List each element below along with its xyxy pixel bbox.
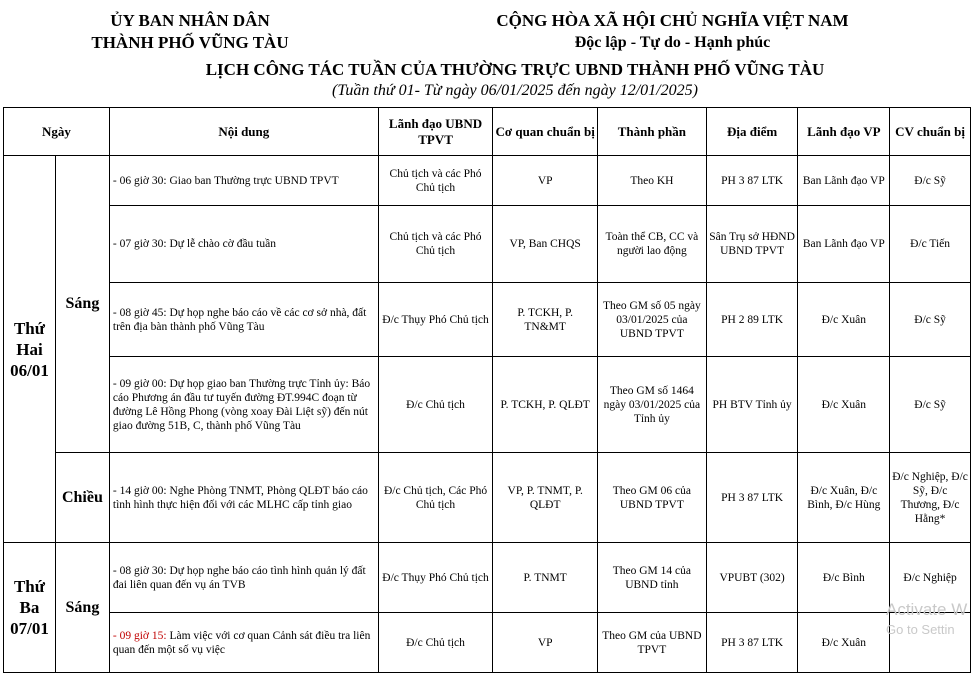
issuing-authority xyxy=(70,10,310,54)
content-cell: - 08 giờ 30: Dự họp nghe báo cáo tình hình quản lý đất đai liên quan đến vụ án TVB xyxy=(109,543,378,613)
agency-cell: VP, Ban CHQS xyxy=(493,206,598,283)
content-cell: - 09 giờ 00: Dự họp giao ban Thường trực Tỉnh ủy: Báo cáo Phương án đầu tư tuyến đường ĐT.994C đoạn từ đường Lê Hồng Phong (vòng xoay Đài Liệt sỹ) đến nút giao đường 51B, C, thành phố Vũng Tàu xyxy=(109,357,378,453)
col-header-office-leader: Lãnh đạo VP xyxy=(798,108,890,156)
document-title: LỊCH CÔNG TÁC TUẦN CỦA THƯỜNG TRỰC UBND THÀNH PHỐ VŨNG TÀU xyxy=(205,60,825,79)
session-cell: Sáng xyxy=(55,543,109,673)
table-row xyxy=(4,543,971,613)
leader-cell: Đ/c Chủ tịch xyxy=(378,613,493,673)
agency-cell: P. TCKH, P. QLĐT xyxy=(493,357,598,453)
participants-cell: Theo GM 06 của UBND TPVT xyxy=(598,453,707,543)
agency-cell: VP xyxy=(493,613,598,673)
day-cell: Thứ Ba 07/01 xyxy=(4,543,56,673)
col-header-location: Địa điểm xyxy=(706,108,798,156)
location-cell: PH 3 87 LTK xyxy=(706,453,798,543)
leader-cell: Chủ tịch và các Phó Chủ tịch xyxy=(378,206,493,283)
table-row xyxy=(4,453,971,543)
table-row xyxy=(4,206,971,283)
authority-line-1: ỦY BAN NHÂN DÂN xyxy=(110,11,270,30)
country-name: CỘNG HÒA XÃ HỘI CHỦ NGHĨA VIỆT NAM xyxy=(496,11,849,30)
col-header-agency: Cơ quan chuẩn bị xyxy=(493,108,598,156)
leader-cell: Đ/c Thụy Phó Chủ tịch xyxy=(378,283,493,357)
leader-cell: Chủ tịch và các Phó Chủ tịch xyxy=(378,156,493,206)
leader-cell: Đ/c Chủ tịch, Các Phó Chủ tịch xyxy=(378,453,493,543)
session-cell: Sáng xyxy=(55,156,109,453)
agency-cell: P. TCKH, P. TN&MT xyxy=(493,283,598,357)
time-highlight: - 09 giờ 15: xyxy=(112,629,167,642)
content-cell xyxy=(109,613,378,673)
participants-cell: Toàn thể CB, CC và người lao động xyxy=(598,206,707,283)
cv-cell: Đ/c Nghiệp, Đ/c Sỹ, Đ/c Thương, Đ/c Hằng* xyxy=(890,453,971,543)
header-row xyxy=(4,108,971,156)
table-row xyxy=(4,156,971,206)
location-cell: PH 2 89 LTK xyxy=(706,283,798,357)
location-cell: VPUBT (302) xyxy=(706,543,798,613)
table-row xyxy=(4,613,971,673)
office-leader-cell: Đ/c Xuân xyxy=(798,613,890,673)
location-cell: Sân Trụ sở HĐND UBND TPVT xyxy=(706,206,798,283)
document-subtitle: (Tuần thứ 01- Từ ngày 06/01/2025 đến ngày 12/01/2025) xyxy=(332,82,698,99)
location-cell: PH 3 87 LTK xyxy=(706,156,798,206)
location-cell: PH BTV Tỉnh ủy xyxy=(706,357,798,453)
agency-cell: P. TNMT xyxy=(493,543,598,613)
day-cell: Thứ Hai 06/01 xyxy=(4,156,56,543)
content-cell: - 08 giờ 45: Dự họp nghe báo cáo về các cơ sở nhà, đất trên địa bàn thành phố Vũng Tàu xyxy=(109,283,378,357)
office-leader-cell: Đ/c Xuân xyxy=(798,283,890,357)
office-leader-cell: Đ/c Xuân, Đ/c Bình, Đ/c Hùng xyxy=(798,453,890,543)
location-cell: PH 3 87 LTK xyxy=(706,613,798,673)
cv-cell: Đ/c Sỹ xyxy=(890,156,971,206)
office-leader-cell: Ban Lãnh đạo VP xyxy=(798,206,890,283)
leader-cell: Đ/c Thụy Phó Chủ tịch xyxy=(378,543,493,613)
content-cell: - 14 giờ 00: Nghe Phòng TNMT, Phòng QLĐT báo cáo tình hình thực hiện đối với các MLHC cấp tỉnh giao xyxy=(109,453,378,543)
national-motto xyxy=(470,10,875,54)
col-header-content: Nội dung xyxy=(109,108,378,156)
col-header-participants: Thành phần xyxy=(598,108,707,156)
table-row xyxy=(4,357,971,453)
participants-cell: Theo KH xyxy=(598,156,707,206)
office-leader-cell: Đ/c Bình xyxy=(798,543,890,613)
agency-cell: VP xyxy=(493,156,598,206)
activation-watermark xyxy=(886,600,967,640)
cv-cell: Đ/c Sỹ xyxy=(890,357,971,453)
office-leader-cell: Ban Lãnh đạo VP xyxy=(798,156,890,206)
session-cell: Chiều xyxy=(55,453,109,543)
cv-cell: Đ/c Nghiệp xyxy=(890,543,971,613)
schedule-table xyxy=(3,107,971,673)
col-header-leader: Lãnh đạo UBND TPVT xyxy=(378,108,493,156)
col-header-cv: CV chuẩn bị xyxy=(890,108,971,156)
participants-cell: Theo GM 14 của UBND tỉnh xyxy=(598,543,707,613)
leader-cell: Đ/c Chủ tịch xyxy=(378,357,493,453)
content-cell: - 07 giờ 30: Dự lễ chào cờ đầu tuần xyxy=(109,206,378,283)
table-row xyxy=(4,283,971,357)
motto: Độc lập - Tự do - Hạnh phúc xyxy=(574,34,771,51)
cv-cell: Đ/c Sỹ xyxy=(890,283,971,357)
content-text: Làm việc với cơ quan Cảnh sát điều tra liên quan đến một số vụ việc xyxy=(112,629,371,656)
content-cell: - 06 giờ 30: Giao ban Thường trực UBND TPVT xyxy=(109,156,378,206)
authority-line-2: THÀNH PHỐ VŨNG TÀU xyxy=(91,33,289,52)
participants-cell: Theo GM số 1464 ngày 03/01/2025 của Tỉnh ủy xyxy=(598,357,707,453)
watermark-line-1: Activate W xyxy=(886,600,968,619)
col-header-day: Ngày xyxy=(4,108,110,156)
watermark-line-2: Go to Settin xyxy=(886,622,955,637)
cv-cell: Đ/c Tiến xyxy=(890,206,971,283)
office-leader-cell: Đ/c Xuân xyxy=(798,357,890,453)
participants-cell: Theo GM số 05 ngày 03/01/2025 của UBND TPVT xyxy=(598,283,707,357)
agency-cell: VP, P. TNMT, P. QLĐT xyxy=(493,453,598,543)
participants-cell: Theo GM của UBND TPVT xyxy=(598,613,707,673)
